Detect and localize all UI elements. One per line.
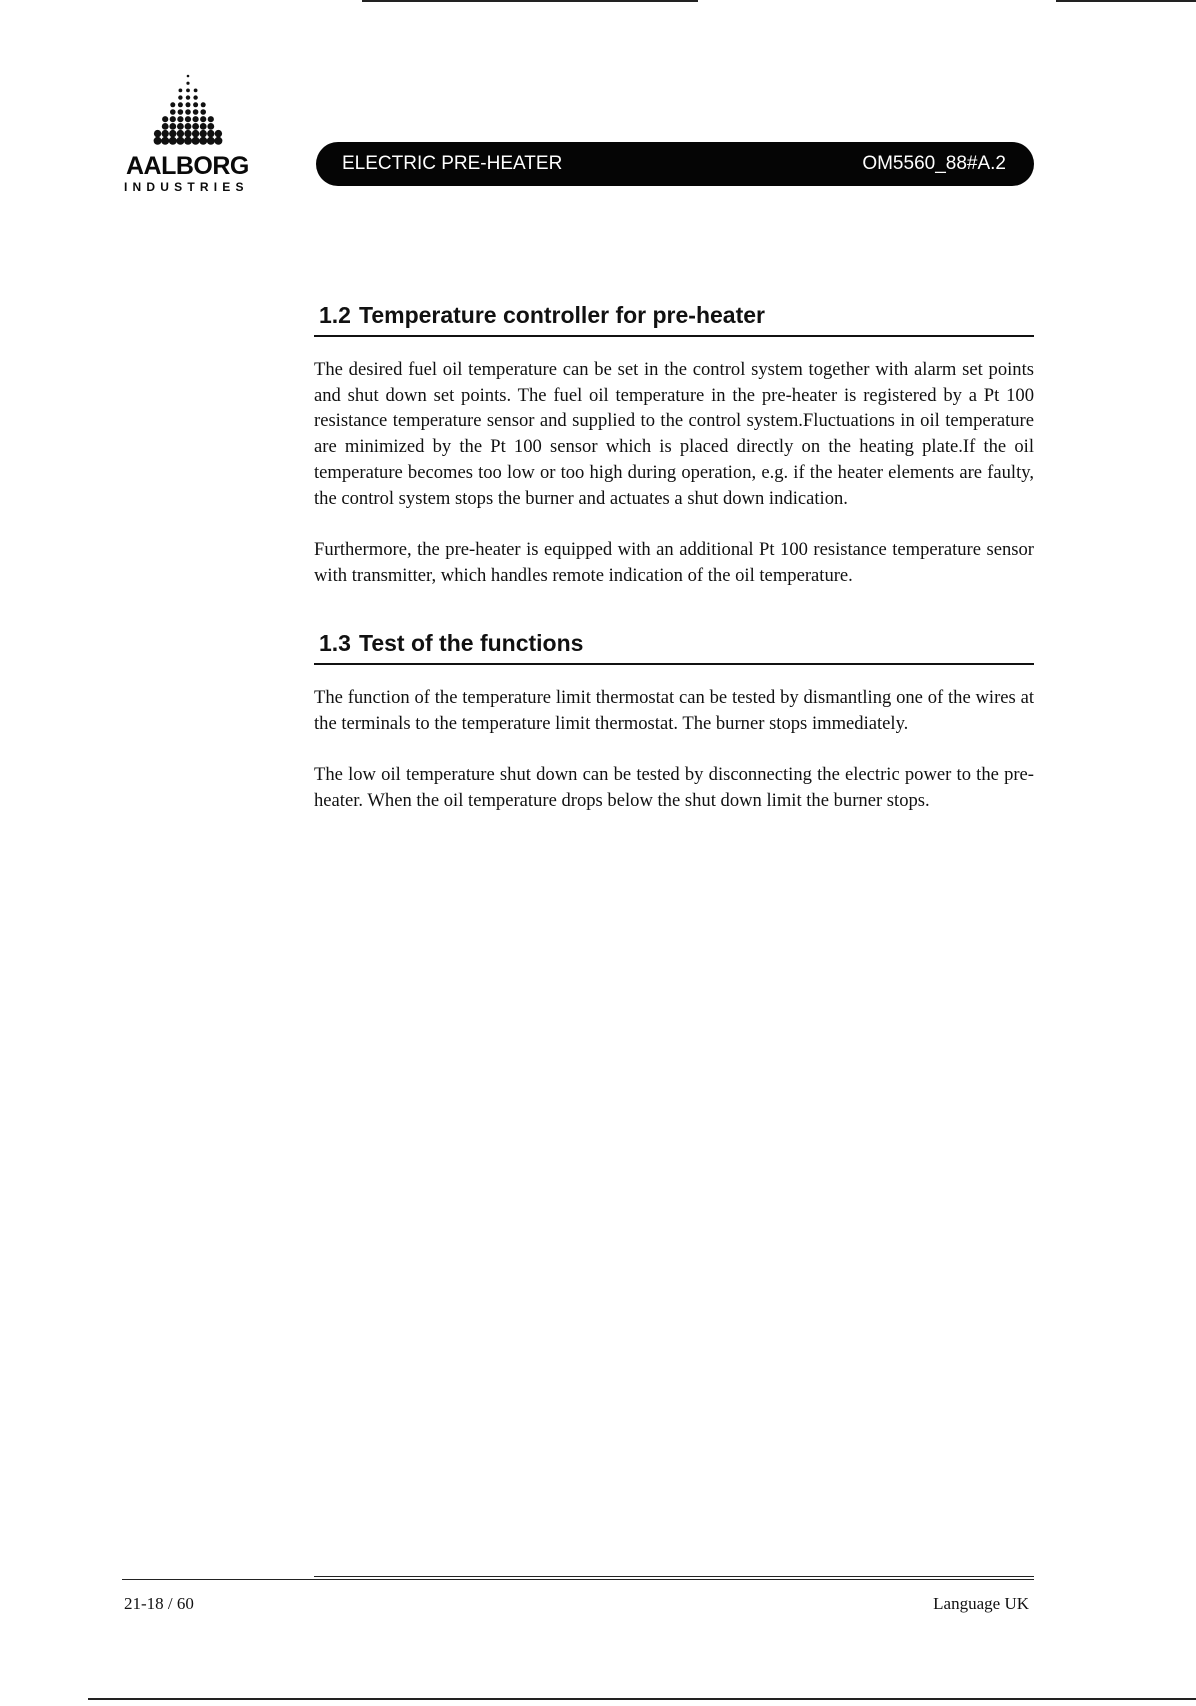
top-rule-right xyxy=(1056,0,1196,2)
section-number: 1.3 xyxy=(319,630,351,656)
section-1-2 xyxy=(314,302,1034,589)
section-1-3 xyxy=(314,630,1034,814)
page-number: 21-18 / 60 xyxy=(124,1594,194,1613)
footer-rule-upper xyxy=(314,1576,1034,1577)
paragraph: The desired fuel oil temperature can be set in the control system together with alarm set points and shut down set points. The fuel oil temperature in the pre-heater is registered by a Pt 100 resistance temperature sensor and supplied to the control system.Fluctuations in oil temperature are minimized by the Pt 100 sensor which is placed directly on the heating plate.If the oil temperature becomes too low or too high during operation, e.g. if the heater elements are faulty, the control system stops the burner and actuates a shut down indication. xyxy=(314,359,1034,509)
language-label: Language UK xyxy=(933,1594,1029,1613)
footer-rule xyxy=(122,1579,1034,1580)
paragraph: The low oil temperature shut down can be tested by disconnecting the electric power to the pre-heater. When the oil temperature drops below the shut down limit the burner stops. xyxy=(314,764,1034,812)
bottom-rule xyxy=(88,1698,1196,1700)
document-code: OM5560_88#A.2 xyxy=(862,153,1006,174)
section-number: 1.2 xyxy=(319,302,351,328)
paragraph: The function of the temperature limit thermostat can be tested by dismantling one of the wires at the terminals to the temperature limit thermostat. The burner stops immediately. xyxy=(314,687,1034,734)
paragraph: Furthermore, the pre-heater is equipped with an additional Pt 100 resistance temperature sensor with transmitter, which handles remote indication of the oil temperature. xyxy=(314,539,1034,586)
section-heading xyxy=(314,302,1034,337)
brand-subtitle: INDUSTRIES xyxy=(124,180,249,194)
section-title: Temperature controller for pre-heater xyxy=(358,302,765,328)
document-header-bar xyxy=(316,142,1034,186)
logo-dots-icon xyxy=(118,70,258,150)
section-title: Test of the functions xyxy=(358,630,584,656)
brand-name: AALBORG xyxy=(126,152,249,180)
logo xyxy=(118,70,258,150)
top-rule-left xyxy=(362,0,698,2)
header-title: ELECTRIC PRE-HEATER xyxy=(342,153,563,174)
section-heading xyxy=(314,630,1034,665)
